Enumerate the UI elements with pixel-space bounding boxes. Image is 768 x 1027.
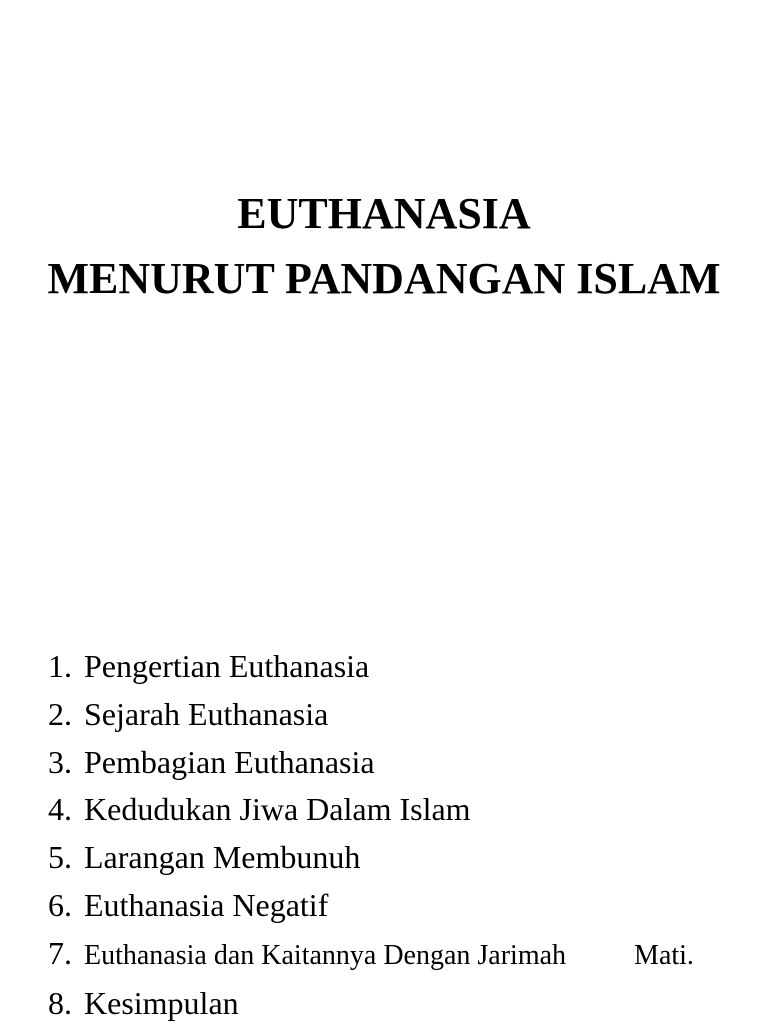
list-item-text: Pembagian Euthanasia: [84, 743, 375, 780]
title-line-2: MENURUT PANDANGAN ISLAM: [47, 254, 721, 303]
list-item-text: Sejarah Euthanasia: [84, 695, 329, 732]
topic-list: [48, 643, 748, 1027]
list-item: [48, 691, 748, 739]
list-item-number: 5.: [48, 839, 72, 876]
list-item-text: Euthanasia Negatif: [84, 886, 329, 923]
list-item-suffix: Mati.: [634, 939, 694, 971]
list-item-text: Kesimpulan: [84, 984, 239, 1021]
list-item-text: Kedudukan Jiwa Dalam Islam: [84, 791, 471, 828]
list-item: [48, 643, 748, 691]
list-item-number: 8.: [48, 984, 72, 1021]
list-item: [48, 739, 748, 787]
list-item-number: 6.: [48, 886, 72, 923]
title-line-1: EUTHANASIA: [237, 189, 531, 238]
list-item-number: 2.: [48, 695, 72, 732]
list-item: [48, 930, 748, 980]
list-item-text: Pengertian Euthanasia: [84, 648, 370, 684]
list-item-number: 3.: [48, 743, 72, 780]
list-item: [48, 786, 748, 834]
list-item: [48, 882, 748, 930]
list-item-text: Euthanasia dan Kaitannya Dengan Jarimah: [84, 939, 567, 971]
list-item-text: Larangan Membunuh: [84, 839, 361, 876]
list-item-number: 1.: [48, 648, 72, 684]
list-item: [48, 834, 748, 882]
title-block: [0, 189, 768, 303]
list-item: [48, 980, 748, 1027]
list-item-number: 7.: [48, 934, 72, 971]
list-item-number: 4.: [48, 791, 72, 828]
